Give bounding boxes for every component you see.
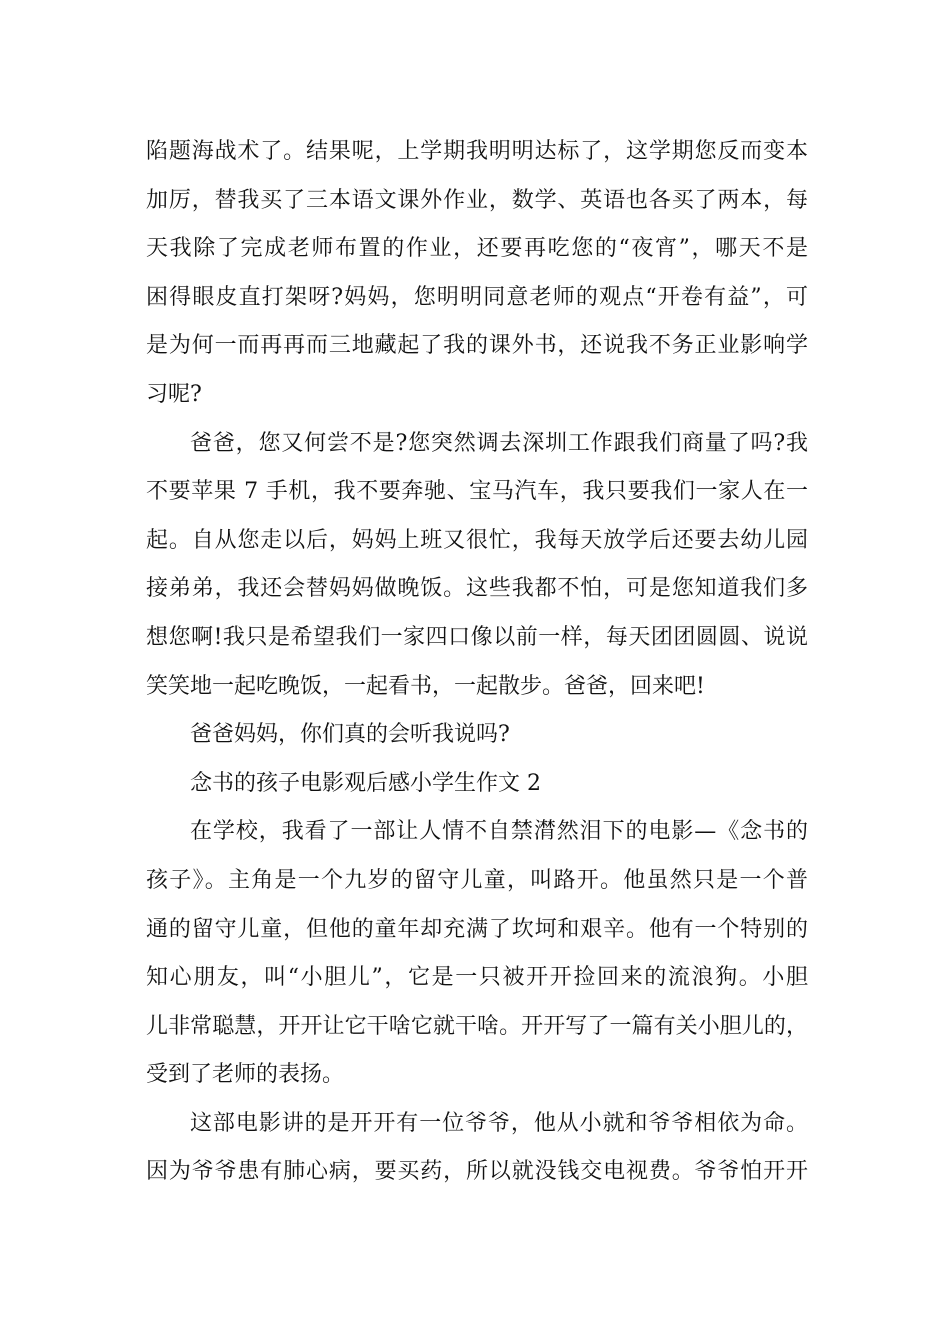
text-line: 不要苹果 7 手机，我不要奔驰、宝马汽车，我只要我们一家人在一 <box>146 479 808 505</box>
text-line: 接弟弟，我还会替妈妈做晚饭。这些我都不怕，可是您知道我们多 <box>146 576 808 602</box>
text-line: 想您啊!我只是希望我们一家四口像以前一样，每天团团圆圆、说说 <box>146 624 808 650</box>
text-line: 加厉，替我买了三本语文课外作业，数学、英语也各买了两本，每 <box>146 187 808 213</box>
text-line: 起。自从您走以后，妈妈上班又很忙，我每天放学后还要去幼儿园 <box>146 527 808 553</box>
text-line: 陷题海战术了。结果呢，上学期我明明达标了，这学期您反而变本 <box>146 139 808 164</box>
text-line: 困得眼皮直打架呀?妈妈，您明明同意老师的观点“开卷有益”，可 <box>146 284 808 310</box>
text-line: 爸爸，您又何尝不是?您突然调去深圳工作跟我们商量了吗?我 <box>190 430 808 456</box>
text-line: 因为爷爷患有肺心病，要买药，所以就没钱交电视费。爷爷怕开开 <box>146 1159 808 1185</box>
text-line: 天我除了完成老师布置的作业，还要再吃您的“夜宵”，哪天不是 <box>146 236 808 262</box>
document-body <box>146 128 808 1197</box>
text-line: 孩子》。主角是一个九岁的留守儿童，叫路开。他虽然只是一个普 <box>146 867 808 893</box>
text-line: 知心朋友，叫“小胆儿”，它是一只被开开捡回来的流浪狗。小胆 <box>146 965 808 991</box>
text-line: 念书的孩子电影观后感小学生作文 2 <box>190 770 541 796</box>
text-line: 通的留守儿童，但他的童年却充满了坎坷和艰辛。他有一个特别的 <box>146 916 808 942</box>
text-line: 儿非常聪慧，开开让它干啥它就干啥。开开写了一篇有关小胆儿的， <box>146 1013 808 1039</box>
text-line: 爸爸妈妈，你们真的会听我说吗? <box>190 722 510 748</box>
text-line: 是为何一而再再而三地藏起了我的课外书，还说我不务正业影响学 <box>146 333 808 359</box>
text-line: 这部电影讲的是开开有一位爷爷，他从小就和爷爷相依为命。 <box>190 1110 808 1136</box>
text-line: 习呢? <box>146 381 202 407</box>
text-line: 在学校，我看了一部让人情不自禁潸然泪下的电影—《念书的 <box>190 819 808 845</box>
text-line: 笑笑地一起吃晚饭，一起看书，一起散步。爸爸，回来吧! <box>146 673 705 699</box>
text-line: 受到了老师的表扬。 <box>146 1062 345 1088</box>
